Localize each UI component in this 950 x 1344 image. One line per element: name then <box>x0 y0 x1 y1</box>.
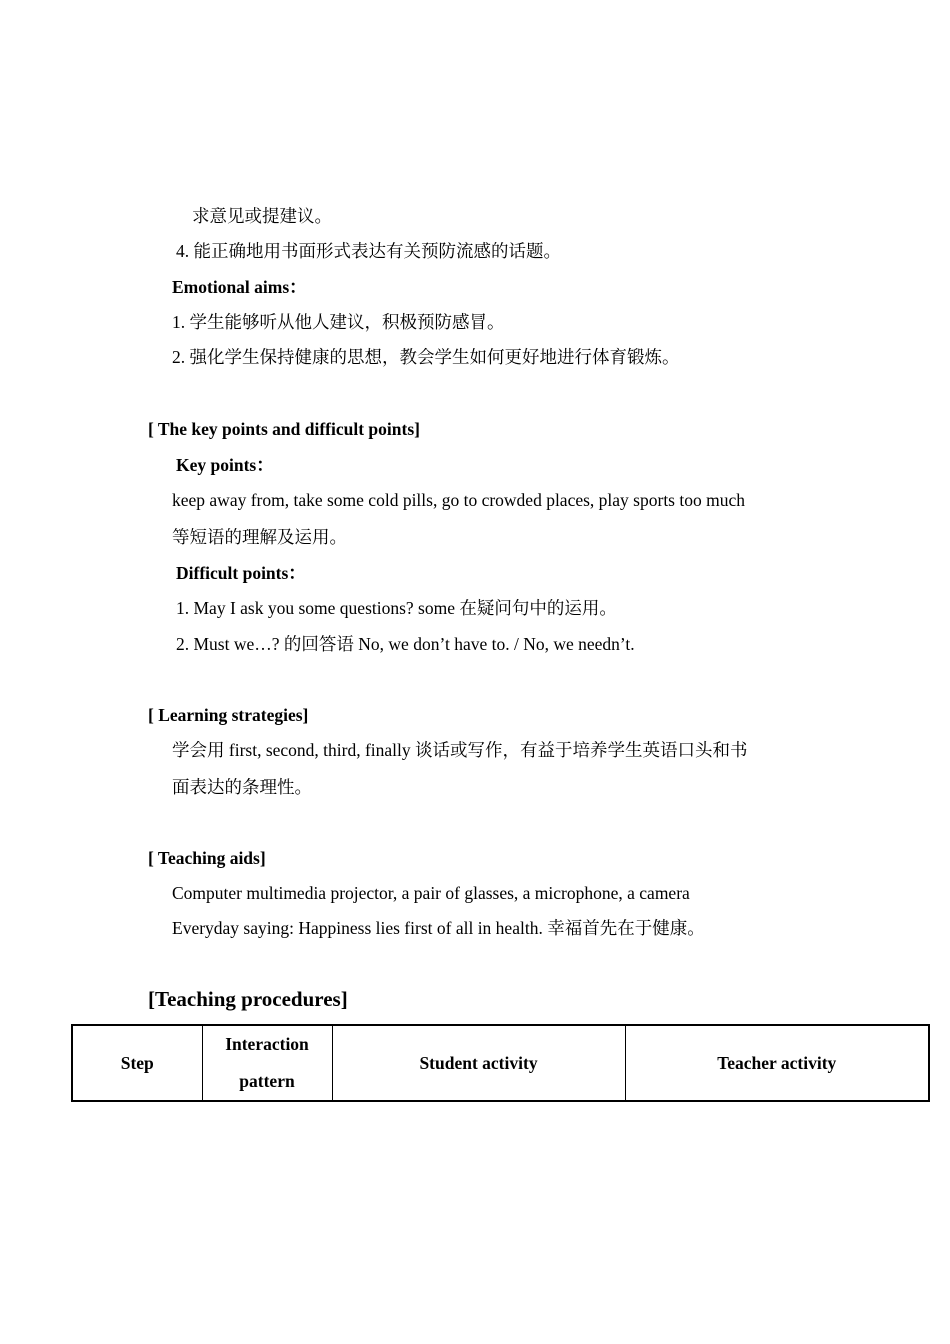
objective-item-4: 4. 能正确地用书面形式表达有关预防流感的话题。 <box>176 241 561 261</box>
difficult-point-2: 2. Must we…? 的回答语 No, we don’t have to. / No, we needn’t. <box>176 634 635 654</box>
key-points-heading: Key points： <box>176 455 274 475</box>
difficult-point-1: 1. May I ask you some questions? some 在疑问句中的运用。 <box>176 598 617 618</box>
header-student-activity: Student activity <box>332 1025 625 1101</box>
header-interaction-line2: pattern <box>239 1071 295 1091</box>
teaching-aids-line-1: Computer multimedia projector, a pair of glasses, a microphone, a camera <box>172 883 690 903</box>
key-points-line-2: 等短语的理解及运用。 <box>172 527 347 547</box>
header-step: Step <box>72 1025 202 1101</box>
emotional-aim-1: 1. 学生能够听从他人建议，积极预防感冒。 <box>172 312 505 332</box>
learning-strategies-line-2: 面表达的条理性。 <box>172 777 312 797</box>
teaching-aids-line-2: Everyday saying: Happiness lies first of all in health. 幸福首先在于健康。 <box>172 918 705 938</box>
teaching-procedures-heading: [Teaching procedures] <box>148 987 348 1011</box>
header-teacher-activity: Teacher activity <box>625 1025 929 1101</box>
teaching-procedures-table <box>71 1024 930 1102</box>
table-header-row <box>72 1025 929 1101</box>
teaching-aids-heading: [ Teaching aids] <box>148 848 266 868</box>
emotional-aims-heading: Emotional aims： <box>172 277 307 297</box>
emotional-aim-2: 2. 强化学生保持健康的思想，教会学生如何更好地进行体育锻炼。 <box>172 347 680 367</box>
objective-line-continuation: 求意见或提建议。 <box>192 206 332 226</box>
key-difficult-points-heading: [ The key points and difficult points] <box>148 419 420 439</box>
header-interaction-line1: Interaction <box>225 1034 309 1054</box>
learning-strategies-heading: [ Learning strategies] <box>148 705 309 725</box>
header-interaction-pattern <box>202 1025 332 1101</box>
learning-strategies-line-1: 学会用 first, second, third, finally 谈话或写作，有益于培养学生英语口头和书 <box>172 740 748 760</box>
key-points-line-1: keep away from, take some cold pills, go to crowded places, play sports too much <box>172 490 745 510</box>
difficult-points-heading: Difficult points： <box>176 563 306 583</box>
